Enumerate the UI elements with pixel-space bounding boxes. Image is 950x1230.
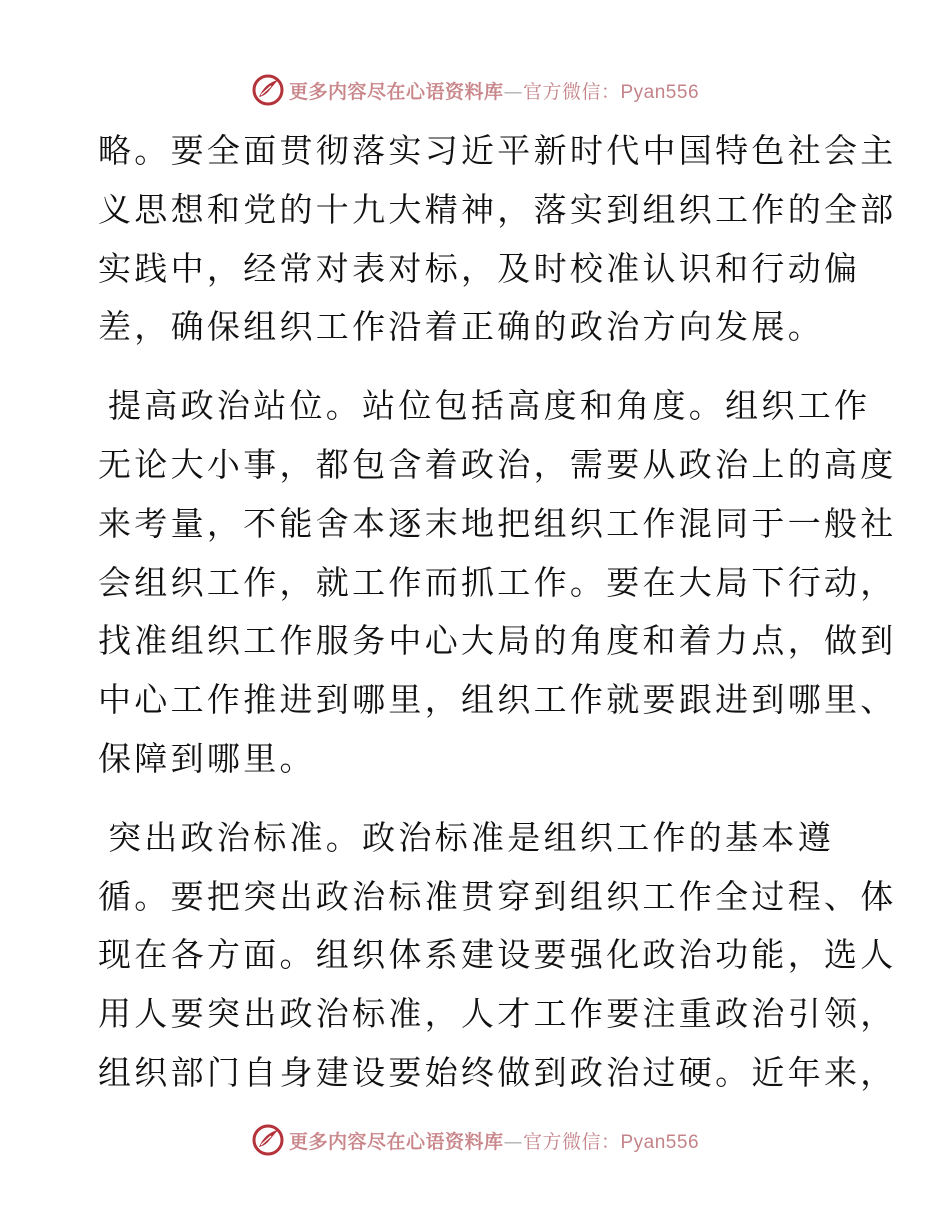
paragraph-line: 组织部门自身建设要始终做到政治过硬。近年来，	[98, 1052, 897, 1092]
paragraph-line: 突出政治标准。政治标准是组织工作的基本遵	[108, 817, 834, 857]
paragraph-3	[98, 809, 897, 1103]
paragraph-line: 差，确保组织工作沿着正确的政治方向发展。	[98, 307, 824, 347]
footer-site-name: 更多内容尽在心语资料库	[288, 1130, 504, 1153]
footer-banner-text	[289, 1127, 699, 1154]
paragraph-2	[98, 377, 897, 789]
paragraph-line: 会组织工作，就工作而抓工作。要在大局下行动，	[98, 562, 897, 602]
quill-logo-icon	[251, 73, 285, 107]
paragraph-line: 提高政治站位。站位包括高度和角度。组织工作	[108, 386, 871, 426]
footer-banner	[0, 1120, 950, 1160]
document-body	[98, 122, 897, 1103]
paragraph-line: 循。要把突出政治标准贯穿到组织工作全过程、体	[98, 876, 897, 916]
footer-wechat-id: Pyan556	[620, 1131, 700, 1153]
footer-dash: —	[503, 1130, 523, 1153]
paragraph-line: 现在各方面。组织体系建设要强化政治功能，选人	[98, 935, 897, 975]
header-wechat-id: Pyan556	[620, 81, 700, 103]
quill-logo-icon	[251, 1123, 285, 1157]
paragraph-line: 找准组织工作服务中心大局的角度和着力点，做到	[98, 621, 897, 661]
paragraph-line: 实践中，经常对表对标，及时校准认识和行动偏	[98, 248, 861, 288]
paragraph-line: 来考量，不能舍本逐末地把组织工作混同于一般社	[98, 503, 897, 543]
paragraph-line: 义思想和党的十九大精神，落实到组织工作的全部	[98, 189, 897, 229]
paragraph-line: 略。要全面贯彻落实习近平新时代中国特色社会主	[98, 131, 897, 170]
paragraph-line: 无论大小事，都包含着政治，需要从政治上的高度	[98, 444, 897, 484]
header-dash: —	[503, 80, 523, 103]
paragraph-line: 保障到哪里。	[98, 738, 316, 778]
header-banner-text	[289, 77, 699, 104]
footer-wechat-label: 官方微信：	[522, 1130, 621, 1153]
header-site-name: 更多内容尽在心语资料库	[288, 80, 504, 103]
paragraph-1	[98, 122, 897, 357]
paragraph-line: 中心工作推进到哪里，组织工作就要跟进到哪里、	[98, 680, 897, 720]
header-wechat-label: 官方微信：	[522, 80, 621, 103]
header-banner	[0, 70, 950, 110]
paragraph-line: 用人要突出政治标准，人才工作要注重政治引领，	[98, 994, 897, 1034]
